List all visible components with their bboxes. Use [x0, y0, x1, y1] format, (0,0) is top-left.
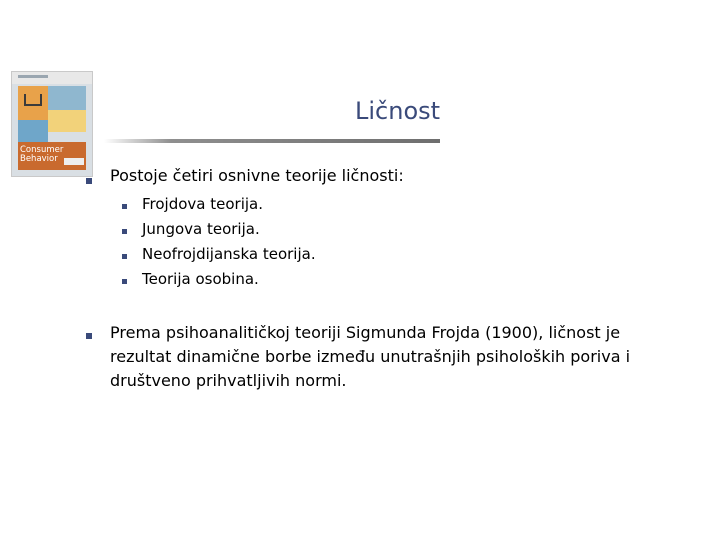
sub-item-1: Frojdova teorija.: [142, 195, 264, 213]
title-underline: [104, 139, 440, 143]
shopping-cart-icon: [24, 94, 42, 106]
bullet-square-icon: [86, 333, 92, 339]
book-cover-image: [12, 72, 92, 176]
sub-item-4: Teorija osobina.: [142, 270, 259, 288]
slide-title: Ličnost: [355, 97, 441, 125]
bullet-square-icon: [86, 178, 92, 184]
bullet-text-2: Prema psihoanalitičkoj teoriji Sigmunda Frojda (1900), ličnost je rezultat dinamične borbe između unutrašnjih psiholoških poriva i društveno prihvatljivih normi.: [110, 323, 631, 390]
cover-title: [20, 146, 90, 164]
sub-bullet-icon: [122, 254, 127, 259]
sub-bullet-icon: [122, 204, 127, 209]
sub-item-3: Neofrojdijanska teorija.: [142, 245, 316, 263]
cover-title-line-2: Behavior: [20, 154, 58, 164]
sub-item-2: Jungova teorija.: [142, 220, 260, 238]
bullet-text-1: Postoje četiri osnivne teorije ličnosti:: [110, 166, 404, 185]
sub-bullet-icon: [122, 279, 127, 284]
cover-top-band: [12, 72, 92, 84]
cover-title-line-1: Consumer: [20, 145, 64, 155]
sub-bullet-icon: [122, 229, 127, 234]
